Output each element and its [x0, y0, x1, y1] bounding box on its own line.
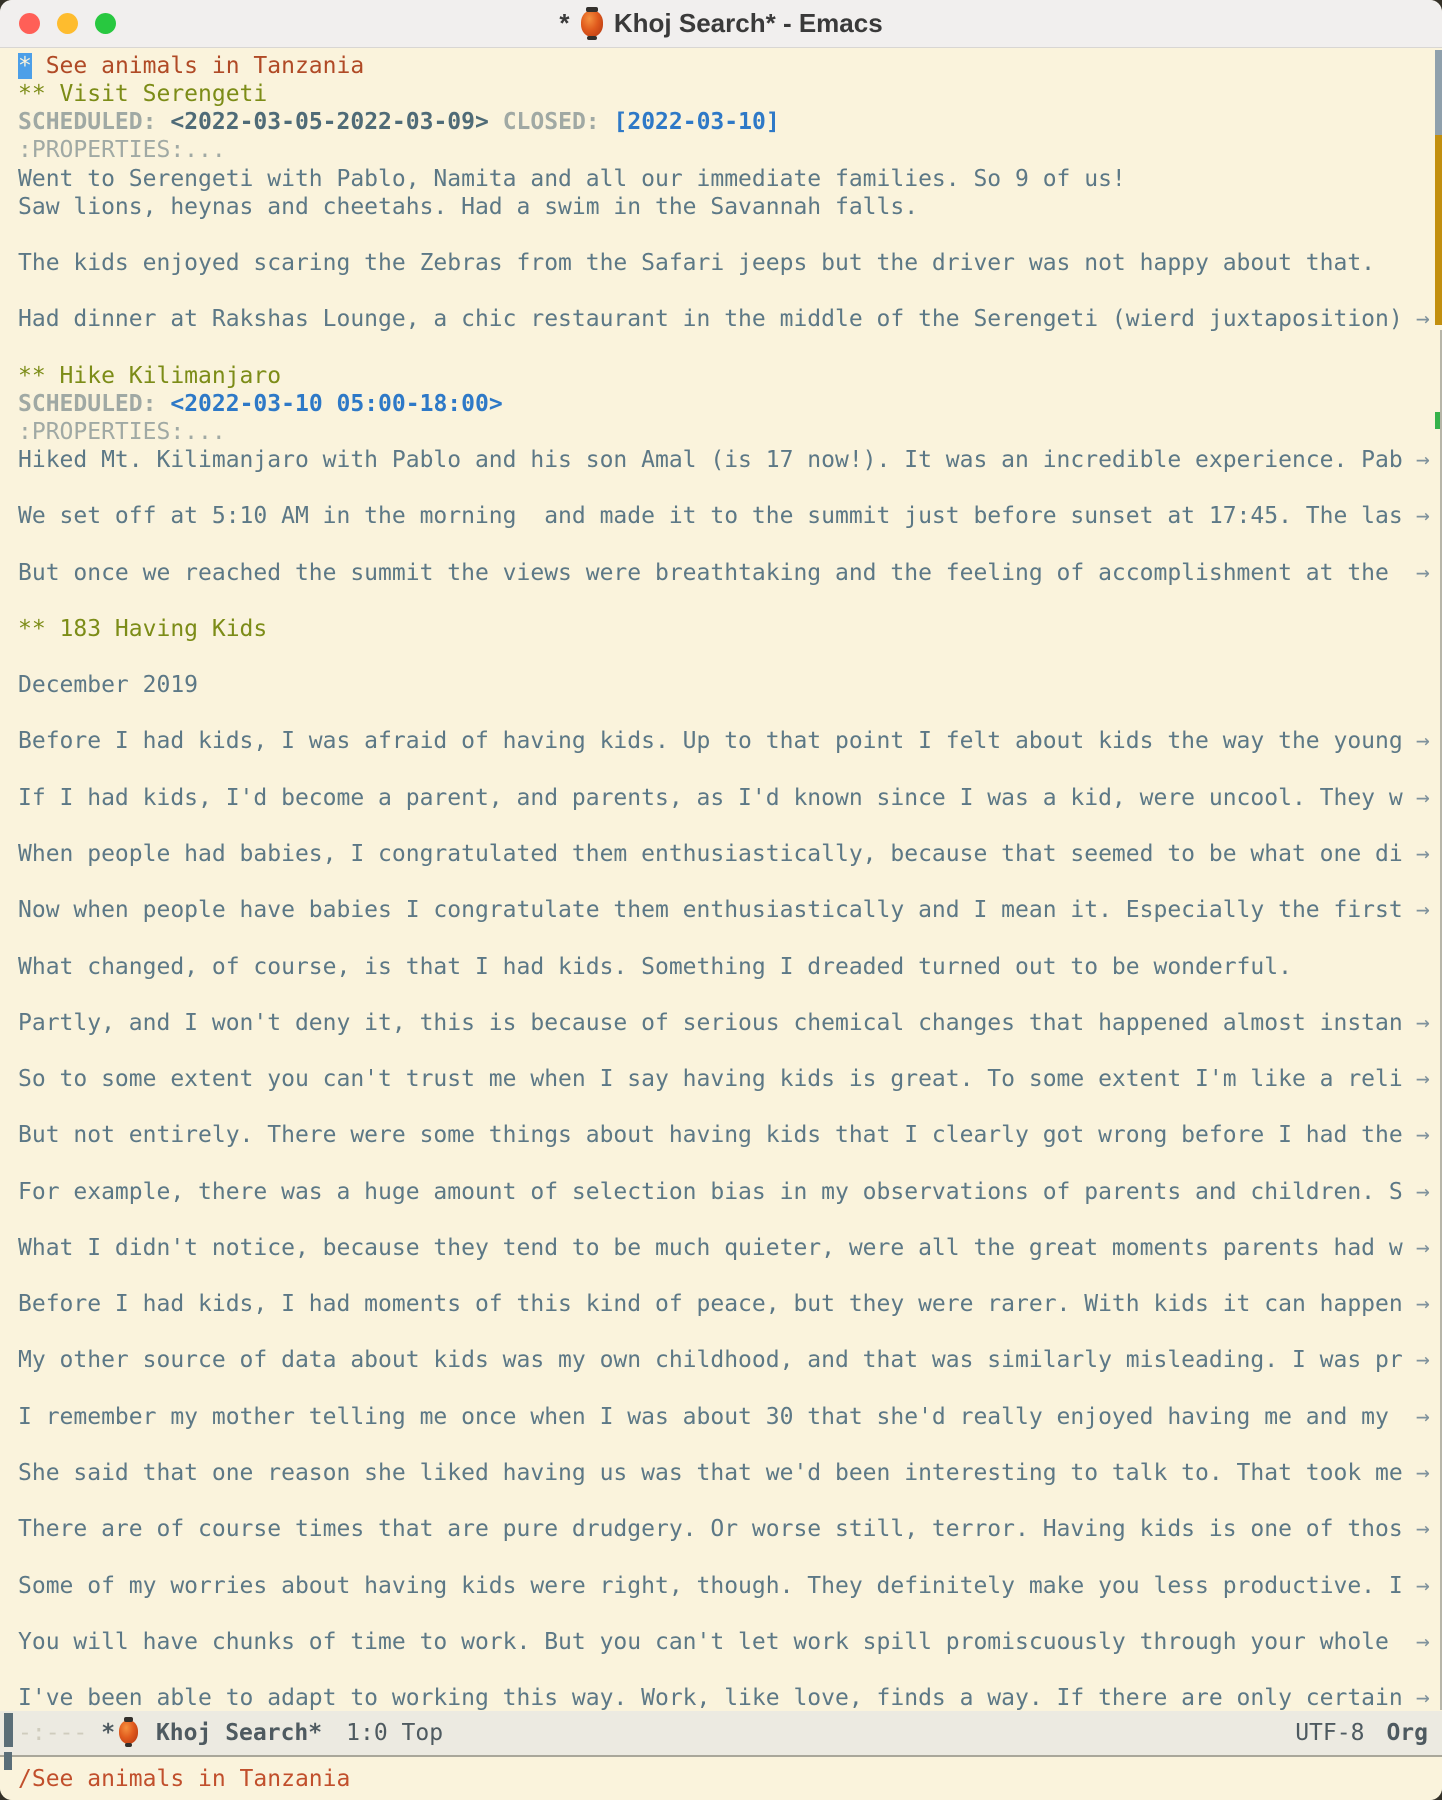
- minibuffer-search-query: /See animals in Tanzania: [18, 1765, 351, 1792]
- line-truncated-arrow-icon: →: [1416, 1066, 1430, 1093]
- buffer-line[interactable]: I've been able to adapt to working this way. Work, like love, finds a way. If there are only certain →: [18, 1684, 1442, 1711]
- buffer-line[interactable]: Now when people have babies I congratulate them enthusiastically and I mean it. Especially the first →: [18, 896, 1442, 924]
- line-truncated-arrow-icon: →: [1416, 840, 1430, 867]
- buffer-line[interactable]: * See animals in Tanzania: [18, 53, 365, 79]
- buffer-line[interactable]: We set off at 5:10 AM in the morning and made it to the summit just before sunset at 17:45. The las →: [18, 502, 1442, 530]
- buffer-line[interactable]: What I didn't notice, because they tend to be much quieter, were all the great moments parents had w →: [18, 1234, 1442, 1262]
- line-truncated-arrow-icon: →: [1416, 1516, 1430, 1543]
- buffer-line[interactable]: The kids enjoyed scaring the Zebras from the Safari jeeps but the driver was not happy about that.: [18, 249, 1376, 276]
- buffer-line[interactable]: But not entirely. There were some things about having kids that I clearly got wrong before I had the →: [18, 1121, 1442, 1149]
- window-title-text: Khoj Search* - Emacs: [606, 8, 883, 38]
- modeline-major-mode: Org: [1386, 1720, 1428, 1746]
- buffer-line[interactable]: But once we reached the summit the views were breathtaking and the feeling of accomplishment at the →: [18, 559, 1442, 587]
- buffer-line[interactable]: She said that one reason she liked having us was that we'd been interesting to talk to. That took me →: [18, 1459, 1442, 1487]
- empty-line[interactable]: [18, 981, 1442, 1009]
- empty-line[interactable]: [18, 812, 1442, 840]
- close-button[interactable]: [19, 13, 40, 34]
- buffer-line[interactable]: SCHEDULED: <2022-03-10 05:00-18:00>: [18, 390, 503, 417]
- empty-line[interactable]: [18, 1037, 1442, 1065]
- buffer-line[interactable]: You will have chunks of time to work. But you can't let work spill promiscuously through your whole →: [18, 1628, 1442, 1656]
- line-truncated-arrow-icon: →: [1416, 1460, 1430, 1487]
- modeline-prefix: -:---: [18, 1720, 88, 1746]
- empty-line[interactable]: [18, 277, 1442, 305]
- buffer-line[interactable]: :PROPERTIES:...: [18, 418, 226, 445]
- line-truncated-arrow-icon: →: [1416, 1009, 1430, 1036]
- line-truncated-arrow-icon: →: [1416, 1178, 1430, 1205]
- buffer-line[interactable]: So to some extent you can't trust me when I say having kids is great. To some extent I'm like a reli →: [18, 1065, 1442, 1093]
- line-truncated-arrow-icon: →: [1416, 1234, 1430, 1261]
- minibuffer[interactable]: [0, 1757, 1442, 1800]
- buffer-line[interactable]: Partly, and I won't deny it, this is because of serious chemical changes that happened almost instan →: [18, 1009, 1442, 1037]
- buffer-text[interactable]: [0, 48, 1442, 1711]
- empty-line[interactable]: [18, 1262, 1442, 1290]
- buffer-line[interactable]: December 2019: [18, 672, 199, 699]
- line-truncated-arrow-icon: →: [1416, 559, 1430, 586]
- empty-line[interactable]: [18, 924, 1442, 952]
- buffer-line[interactable]: Went to Serengeti with Pablo, Namita and all our immediate families. So 9 of us!: [18, 165, 1126, 192]
- line-truncated-arrow-icon: →: [1416, 1628, 1430, 1655]
- modeline-scroll-position: Top: [401, 1720, 444, 1746]
- empty-line[interactable]: [18, 1149, 1442, 1177]
- scrollbar-thumb[interactable]: [1435, 50, 1442, 135]
- traffic-lights: [19, 13, 116, 34]
- empty-line[interactable]: [18, 868, 1442, 896]
- line-truncated-arrow-icon: →: [1416, 1347, 1430, 1374]
- buffer-line[interactable]: Some of my worries about having kids were right, though. They definitely make you less productive. I →: [18, 1572, 1442, 1600]
- modeline-encoding: UTF-8: [1295, 1720, 1365, 1746]
- buffer-line[interactable]: :PROPERTIES:...: [18, 137, 226, 164]
- zoom-button[interactable]: [95, 13, 116, 34]
- buffer-line[interactable]: ** 183 Having Kids: [18, 615, 268, 642]
- empty-line[interactable]: [18, 474, 1442, 502]
- empty-line[interactable]: [18, 1206, 1442, 1234]
- scrollbar-match-gold: [1435, 135, 1442, 325]
- buffer-line[interactable]: There are of course times that are pure drudgery. Or worse still, terror. Having kids is one of thos →: [18, 1515, 1442, 1543]
- buffer-line[interactable]: If I had kids, I'd become a parent, and parents, as I'd known since I was a kid, were uncool. They w →: [18, 784, 1442, 812]
- line-truncated-arrow-icon: →: [1416, 897, 1430, 924]
- line-truncated-arrow-icon: →: [1416, 1685, 1430, 1711]
- line-truncated-arrow-icon: →: [1416, 306, 1430, 333]
- buffer-line[interactable]: Saw lions, heynas and cheetahs. Had a swim in the Savannah falls.: [18, 193, 919, 220]
- window-title: [559, 8, 882, 39]
- empty-line[interactable]: [18, 1487, 1442, 1515]
- line-truncated-arrow-icon: →: [1416, 784, 1430, 811]
- buffer-line[interactable]: When people had babies, I congratulated them enthusiastically, because that seemed to be what one di →: [18, 840, 1442, 868]
- buffer-line[interactable]: What changed, of course, is that I had kids. Something I dreaded turned out to be wonderful.: [18, 953, 1292, 980]
- empty-line[interactable]: [18, 530, 1442, 558]
- minimize-button[interactable]: [57, 13, 78, 34]
- empty-line[interactable]: [18, 1543, 1442, 1571]
- buffer-line[interactable]: Had dinner at Rakshas Lounge, a chic restaurant in the middle of the Serengeti (wierd juxtaposition) →: [18, 305, 1442, 333]
- buffer-line[interactable]: Before I had kids, I had moments of this kind of peace, but they were rarer. With kids it can happen →: [18, 1290, 1442, 1318]
- mode-line: [0, 1711, 1442, 1757]
- empty-line[interactable]: [18, 587, 1442, 615]
- line-truncated-arrow-icon: →: [1416, 503, 1430, 530]
- empty-line[interactable]: [18, 756, 1442, 784]
- title-bar: [0, 0, 1442, 48]
- buffer-line[interactable]: Before I had kids, I was afraid of having kids. Up to that point I felt about kids the way the young →: [18, 727, 1442, 755]
- buffer-line[interactable]: Hiked Mt. Kilimanjaro with Pablo and his son Amal (is 17 now!). It was an incredible experience. Pab →: [18, 446, 1442, 474]
- empty-line[interactable]: [18, 1375, 1442, 1403]
- line-truncated-arrow-icon: →: [1416, 1572, 1430, 1599]
- modeline-bar: [4, 1713, 13, 1747]
- modeline-right: [1295, 1720, 1428, 1746]
- buffer-line[interactable]: SCHEDULED: <2022-03-05-2022-03-09> CLOSED: [2022-03-10]: [18, 109, 780, 136]
- empty-line[interactable]: [18, 1656, 1442, 1684]
- empty-line[interactable]: [18, 643, 1442, 671]
- window-title-prefix: *: [559, 8, 577, 38]
- buffer-line[interactable]: My other source of data about kids was my own childhood, and that was similarly misleading. I was pr →: [18, 1346, 1442, 1374]
- empty-line[interactable]: [18, 699, 1442, 727]
- empty-line[interactable]: [18, 1431, 1442, 1459]
- buffer-line[interactable]: I remember my mother telling me once when I was about 30 that she'd really enjoyed having me and my →: [18, 1403, 1442, 1431]
- text-cursor: *: [18, 53, 32, 79]
- modeline-buffer-name: * Khoj Search*: [101, 1720, 323, 1746]
- empty-line[interactable]: [18, 1093, 1442, 1121]
- line-truncated-arrow-icon: →: [1416, 446, 1430, 473]
- buffer-line[interactable]: ** Visit Serengeti: [18, 81, 268, 108]
- line-truncated-arrow-icon: →: [1416, 728, 1430, 755]
- empty-line[interactable]: [18, 333, 1442, 361]
- empty-line[interactable]: [18, 1318, 1442, 1346]
- lantern-icon: [119, 1720, 138, 1744]
- empty-line[interactable]: [18, 1600, 1442, 1628]
- line-truncated-arrow-icon: →: [1416, 1291, 1430, 1318]
- line-truncated-arrow-icon: →: [1416, 1122, 1430, 1149]
- lantern-icon: [581, 10, 603, 37]
- empty-line[interactable]: [18, 221, 1442, 249]
- line-truncated-arrow-icon: →: [1416, 1403, 1430, 1430]
- minibuffer-bar: [4, 1752, 12, 1770]
- buffer-line[interactable]: For example, there was a huge amount of selection bias in my observations of parents and children. S →: [18, 1178, 1442, 1206]
- buffer-line[interactable]: ** Hike Kilimanjaro: [18, 362, 282, 389]
- modeline-cursor-position: 1:0 Top: [346, 1720, 444, 1746]
